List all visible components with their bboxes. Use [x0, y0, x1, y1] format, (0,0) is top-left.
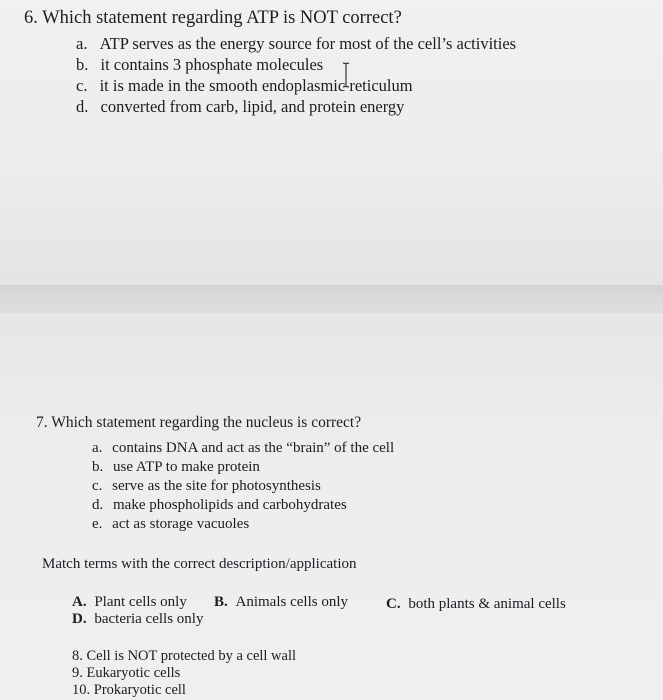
key-letter: D. [72, 611, 87, 627]
match-key-b [214, 594, 348, 611]
option-letter: a. [76, 34, 88, 53]
question-7-stem: 7. Which statement regarding the nucleus is correct? [36, 414, 362, 431]
q7-option-d[interactable] [92, 497, 347, 514]
match-item-9: 9. Eukaryotic cells [72, 665, 181, 681]
key-text: bacteria cells only [94, 611, 204, 627]
question-6-stem: 6. Which statement regarding ATP is NOT correct? [24, 8, 402, 28]
key-letter: B. [214, 594, 228, 610]
option-letter: c. [92, 478, 103, 494]
question-6-section [0, 0, 663, 285]
option-letter: b. [92, 459, 104, 475]
q7-option-c[interactable] [92, 478, 321, 495]
q6-option-c[interactable] [76, 76, 413, 96]
option-text: it contains 3 phosphate molecules [100, 55, 324, 74]
option-letter: e. [92, 516, 103, 532]
key-text: both plants & animal cells [408, 596, 566, 612]
key-text: Animals cells only [235, 594, 349, 610]
option-text: make phospholipids and carbohydrates [113, 497, 347, 513]
option-text: act as storage vacuoles [112, 516, 250, 532]
text-cursor-icon [342, 62, 350, 88]
matching-instruction: Match terms with the correct description/application [42, 556, 357, 572]
key-letter: C. [386, 596, 401, 612]
option-letter: d. [76, 97, 89, 116]
option-letter: c. [76, 76, 88, 95]
option-text: use ATP to make protein [113, 459, 260, 475]
match-item-8: 8. Cell is NOT protected by a cell wall [72, 648, 297, 664]
q7-option-e[interactable] [92, 516, 249, 533]
page-divider [0, 285, 663, 313]
key-text: Plant cells only [94, 594, 187, 610]
match-item-10: 10. Prokaryotic cell [72, 682, 186, 698]
q6-option-b[interactable] [76, 55, 323, 75]
option-letter: a. [92, 440, 103, 456]
option-text: serve as the site for photosynthesis [112, 478, 321, 494]
match-key-d [72, 611, 203, 628]
option-letter: b. [76, 55, 89, 74]
option-text: ATP serves as the energy source for most of the cell’s activities [99, 34, 517, 53]
q7-option-a[interactable] [92, 440, 394, 457]
match-key-a [72, 594, 187, 611]
key-letter: A. [72, 594, 87, 610]
option-text: contains DNA and act as the “brain” of the cell [112, 440, 395, 456]
q6-option-d[interactable] [76, 97, 404, 117]
q7-option-b[interactable] [92, 459, 260, 476]
option-text: converted from carb, lipid, and protein energy [100, 97, 405, 116]
match-key-c [386, 596, 566, 613]
option-letter: d. [92, 497, 104, 513]
option-text: it is made in the smooth endoplasmic reticulum [99, 76, 413, 95]
q6-option-a[interactable] [76, 34, 516, 54]
